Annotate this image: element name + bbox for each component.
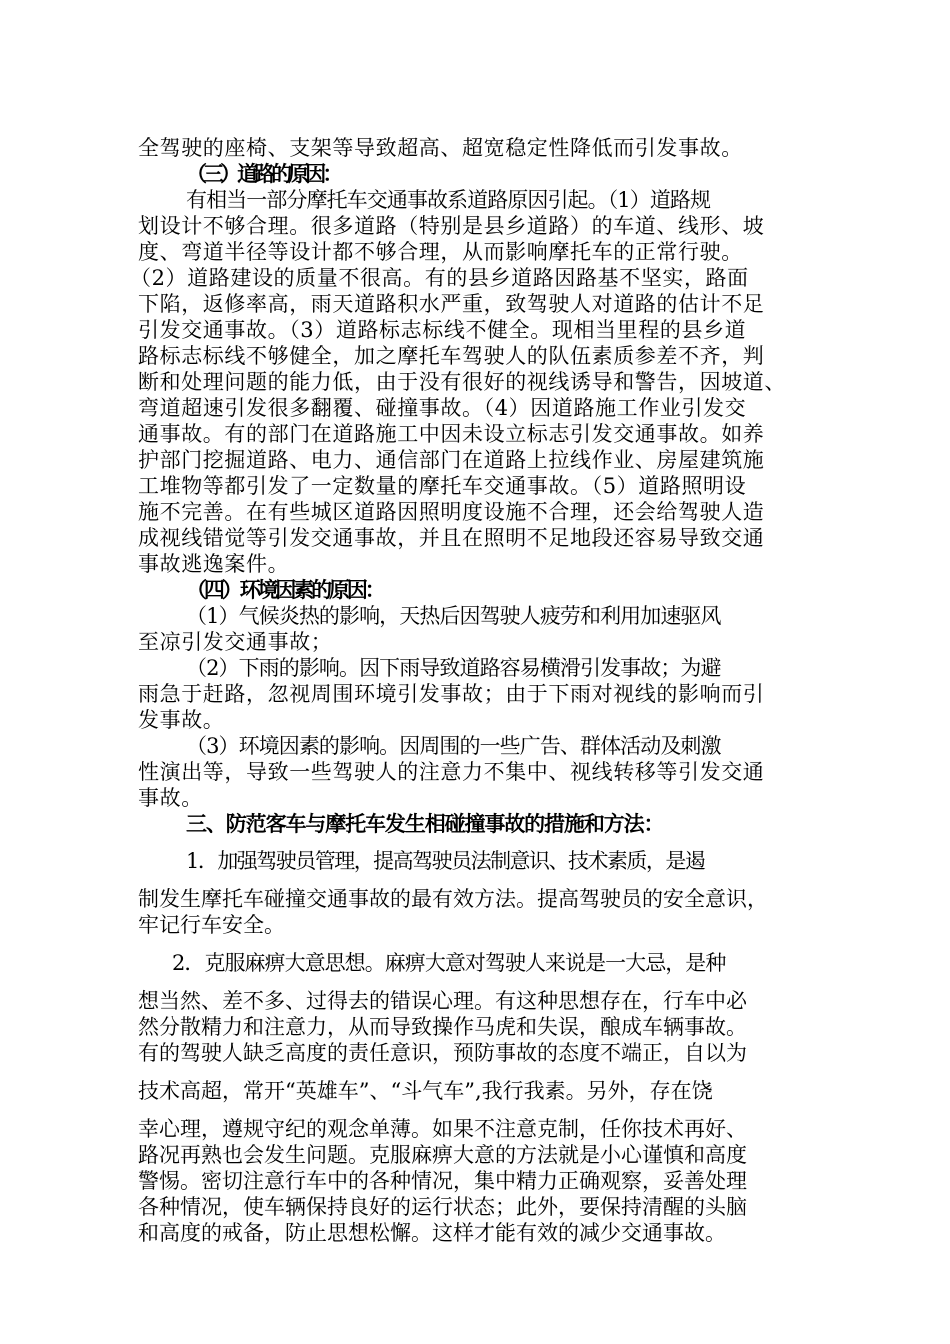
section-heading-road: （三）道路的原因：	[186, 161, 340, 186]
paragraph-line: 工堆物等都引发了一定数量的摩托车交通事故。（5）道路照明设	[138, 474, 747, 498]
paragraph-line: 全驾驶的座椅、支架等导致超高、超宽稳定性降低而引发事故。	[138, 136, 743, 160]
paragraph-line: （2）下雨的影响。因下雨导致道路容易横滑引发事故；为避	[186, 656, 721, 680]
section-heading-measures: 三、防范客车与摩托车发生相碰撞事故的措施和方法：	[186, 811, 664, 836]
paragraph-line: 事故。	[138, 786, 203, 810]
paragraph-line: 警惕。密切注意行车中的各种情况，集中精力正确观察，妥善处理	[138, 1169, 747, 1193]
paragraph-line: 弯道超速引发很多翻覆、碰撞事故。（4）因道路施工作业引发交	[138, 396, 747, 420]
paragraph-line: 各种情况，使车辆保持良好的运行状态；此外，要保持清醒的头脑	[138, 1195, 747, 1219]
paragraph-line: 成视线错觉等引发交通事故，并且在照明不足地段还容易导致交通	[138, 526, 765, 550]
paragraph-line: 1．加强驾驶员管理，提高驾驶员法制意识、技术素质，是遏	[186, 849, 705, 873]
paragraph-line: 有的驾驶人缺乏高度的责任意识，预防事故的态度不端正，自以为	[138, 1041, 747, 1065]
paragraph-line: 技术高超，常开“英雄车”、“斗气车”,我行我素。另外，存在饶	[138, 1079, 713, 1103]
paragraph-line: 雨急于赶路，忽视周围环境引发事故；由于下雨对视线的影响而引	[138, 682, 765, 706]
paragraph-line: 想当然、差不多、过得去的错误心理。有这种思想存在，行车中必	[138, 989, 747, 1013]
paragraph-line: （3）环境因素的影响。因周围的一些广告、群体活动及刺激	[186, 734, 721, 758]
paragraph-line: 2．克服麻痹大意思想。麻痹大意对驾驶人来说是一大忌，是种	[172, 951, 726, 975]
paragraph-line: （1）气候炎热的影响，天热后因驾驶人疲劳和利用加速驱风	[186, 604, 721, 628]
paragraph-line: 通事故。有的部门在道路施工中因未设立标志引发交通事故。如养	[138, 422, 765, 446]
paragraph-line: 幸心理，遵规守纪的观念单薄。如果不注意克制，任你技术再好、	[138, 1117, 747, 1141]
paragraph-line: 发事故。	[138, 708, 225, 732]
paragraph-line: 护部门挖掘道路、电力、通信部门在道路上拉线作业、房屋建筑施	[138, 448, 765, 472]
paragraph-line: 路标志标线不够健全，加之摩托车驾驶人的队伍素质参差不齐，判	[138, 344, 765, 368]
paragraph-line: 和高度的戒备，防止思想松懈。这样才能有效的减少交通事故。	[138, 1221, 726, 1245]
paragraph-line: 然分散精力和注意力，从而导致操作马虎和失误，酿成车辆事故。	[138, 1015, 747, 1039]
paragraph-line: 下陷，返修率高，雨天道路积水严重，致驾驶人对道路的估计不足	[138, 292, 765, 316]
paragraph-line: （2）道路建设的质量不很高。有的县乡道路因路基不坚实，路面	[130, 266, 749, 290]
paragraph-line: 路况再熟也会发生问题。克服麻痹大意的方法就是小心谨慎和高度	[138, 1143, 747, 1167]
paragraph-line: 施不完善。在有些城区道路因照明度设施不合理，还会给驾驶人造	[138, 500, 765, 524]
paragraph-line: 事故逃逸案件。	[138, 552, 290, 576]
paragraph-line: 有相当一部分摩托车交通事故系道路原因引起。（1）道路规	[186, 188, 711, 212]
section-heading-environment: （四）环境因素的原因：	[186, 577, 383, 602]
paragraph-line: 度、弯道半径等设计都不够合理，从而影响摩托车的正常行驶。	[138, 240, 743, 264]
paragraph-line: 划设计不够合理。很多道路（特别是县乡道路）的车道、线形、坡	[138, 214, 765, 238]
paragraph-line: 断和处理问题的能力低，由于没有很好的视线诱导和警告，因坡道、	[138, 370, 786, 394]
paragraph-line: 制发生摩托车碰撞交通事故的最有效方法。提高驾驶员的安全意识，	[138, 887, 768, 911]
paragraph-line: 引发交通事故。（3）道路标志标线不健全。现相当里程的县乡道	[138, 318, 747, 342]
paragraph-line: 性演出等，导致一些驾驶人的注意力不集中、视线转移等引发交通	[138, 760, 765, 784]
paragraph-line: 牢记行车安全。	[138, 913, 285, 937]
paragraph-line: 至凉引发交通事故；	[138, 630, 333, 654]
